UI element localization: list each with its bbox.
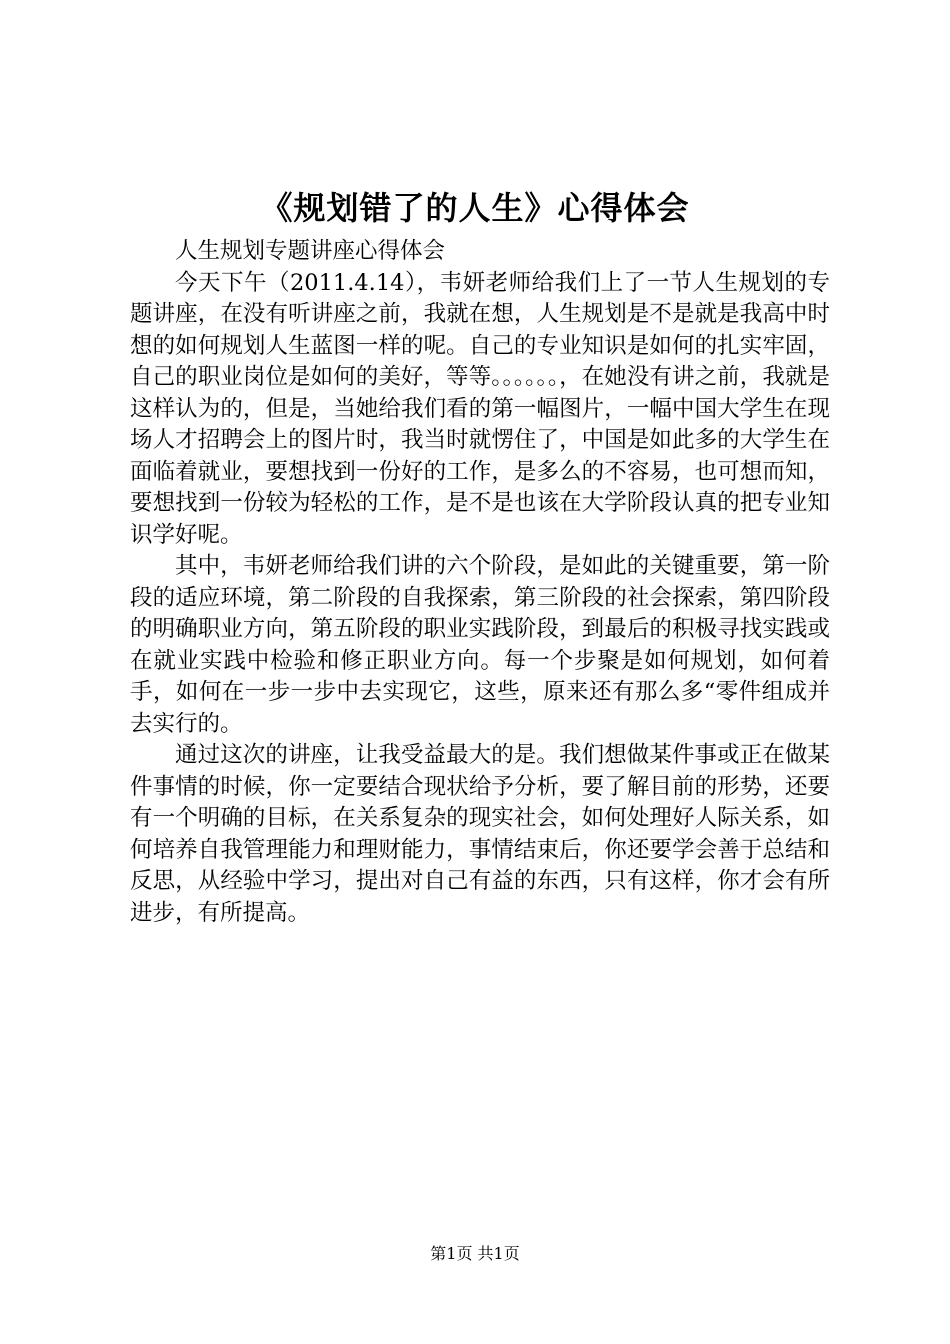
document-subtitle: 人生规划专题讲座心得体会 <box>175 238 446 264</box>
page-number-footer: 第1页 共1页 <box>430 1244 520 1263</box>
paragraph-3: 通过这次的讲座，让我受益最大的是。我们想做某件事或正在做某件事情的时候，你一定要结合现状给予分析，要了解目前的形势，还要有一个明确的目标，在关系复杂的现实社会，如何处理好人际关系，如何培养自我管理能力和理财能力，事情结束后，你还要学会善于总结和反思，从经验中学习，提出对自己有益的东西，只有这样，你才会有所进步，有所提高。 <box>130 742 830 926</box>
document-title: 《规划错了的人生》心得体会 <box>260 189 690 227</box>
paragraph-1: 今天下午（2011.4.14），韦妍老师给我们上了一节人生规划的专题讲座，在没有听讲座之前，我就在想，人生规划是不是就是我高中时想的如何规划人生蓝图一样的呢。自己的专业知识是如何的扎实牢固，自己的职业岗位是如何的美好，等等。。。。。。，在她没有讲之前，我就是这样认为的，但是，当她给我们看的第一幅图片，一幅中国大学生在现场人才招聘会上的图片时，我当时就愣住了，中国是如此多的大学生在面临着就业，要想找到一份好的工作，是多么的不容易，也可想而知，要想找到一份较为轻松的工作，是不是也该在大学阶段认真的把专业知识学好呢。 <box>130 269 830 548</box>
document-body <box>130 236 830 929</box>
paragraph-2: 其中，韦妍老师给我们讲的六个阶段，是如此的关键重要，第一阶段的适应环境，第二阶段的自我探索，第三阶段的社会探索，第四阶段的明确职业方向，第五阶段的职业实践阶段，到最后的积极寻找实践或在就业实践中检验和修正职业方向。每一个步聚是如何规划，如何着手，如何在一步一步中去实现它，这些，原来还有那么多“零件组成并去实行的。 <box>130 553 830 737</box>
